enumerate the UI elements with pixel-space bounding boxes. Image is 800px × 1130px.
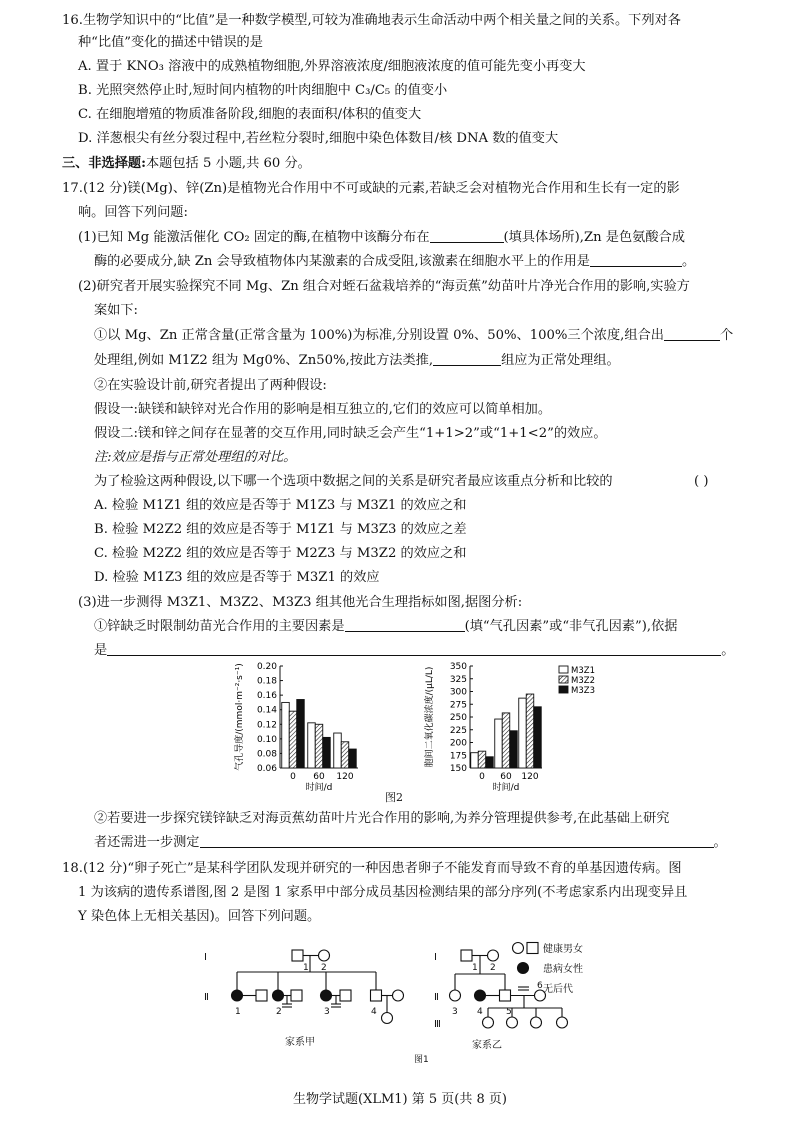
q17-hypothesis-2: 假设二:镁和锌之间存在显著的交互作用,同时缺乏会产生“1+1>2”或“1+1<2”的效应。 <box>94 426 607 441</box>
answer-blank-limiting-factor[interactable] <box>345 618 465 632</box>
right-chart-ytick-label: 300 <box>449 687 467 698</box>
family-a-II3 <box>321 990 332 1001</box>
left-chart-bar-m3z2-120 <box>341 742 349 768</box>
family-b-II5 <box>500 990 511 1001</box>
right-chart-bar-m3z2-0 <box>478 751 486 768</box>
legend-label-m3z1: M3Z1 <box>571 666 595 676</box>
left-chart-ytick-label: 0.06 <box>256 764 277 774</box>
right-chart-ytick-label: 250 <box>449 713 467 723</box>
right-chart-ytick-label: 175 <box>449 751 467 762</box>
family-b-label-I1: 1 <box>472 963 478 973</box>
q17-hypothesis-1: 假设一:缺镁和缺锌对光合作用的影响是相互独立的,它们的效应可以简单相加。 <box>94 402 552 417</box>
family-a-name: 家系甲 <box>285 1037 315 1048</box>
family-b-gen-II: Ⅱ <box>434 992 439 1003</box>
q17-part3-line1: (3)进一步测得 M3Z1、M3Z2、M3Z3 组其他光合生理指标如图,据图分析: <box>78 595 523 610</box>
left-chart-xtick-label: 60 <box>313 772 325 782</box>
right-chart-bar-m3z2-60 <box>502 713 510 768</box>
family-b-III3 <box>531 1017 542 1028</box>
left-chart-bar-m3z3-0 <box>297 700 305 768</box>
family-a-label-II1: 1 <box>235 1007 241 1017</box>
legend-affected-label: 患病女性 <box>543 964 583 975</box>
q16-option-c: C. 在细胞增殖的物质准备阶段,细胞的表面积/体积的值变大 <box>78 107 422 122</box>
q17-part3-line2 <box>94 618 677 636</box>
figure-2-label: 图2 <box>385 791 403 804</box>
right-chart-xtick-label: 120 <box>521 772 539 782</box>
family-b-III4 <box>557 1017 568 1028</box>
family-a-III-child <box>382 1013 393 1024</box>
left-chart-ylabel: 气孔导度/(mmol·m⁻²·s⁻¹) <box>235 663 245 771</box>
family-b-III1 <box>483 1017 494 1028</box>
answer-blank-normal-group[interactable] <box>433 352 501 366</box>
family-a-label-I2: 2 <box>321 963 327 973</box>
q17-p1-text-a: (1)已知 Mg 能激活催化 CO₂ 固定的酶,在植物中该酶分布在 <box>78 230 430 245</box>
q17-part2-line4 <box>94 352 620 370</box>
legend-healthy-label: 健康男女 <box>543 944 583 955</box>
family-b-I1 <box>461 950 472 961</box>
right-chart-ylabel: 胞间二氧化碳浓度/(μL/L) <box>425 666 435 768</box>
family-b-label-II6: 6 <box>537 981 543 991</box>
family-b-label-II4: 4 <box>477 1007 483 1017</box>
q16-stem-line2: 种“比值”变化的描述中错误的是 <box>78 35 263 50</box>
q16-stem-line1: 16.生物学知识中的“比值”是一种数学模型,可较为准确地表示生命活动中两个相关量之间的关系。下列对各 <box>62 13 681 28</box>
q17-part1-line1 <box>78 229 685 247</box>
stomatal-conductance-chart <box>233 662 358 793</box>
q17-p3-text-b2: (填“气孔因素”或“非气孔因素”),依据 <box>464 619 678 634</box>
family-a-II4 <box>371 990 382 1001</box>
family-a-I2 <box>319 950 330 961</box>
answer-blank-enzyme-location[interactable] <box>430 229 504 243</box>
q17-p1-text-b: (填具体场所),Zn 是色氨酸合成 <box>503 230 685 245</box>
legend-swatch-m3z3 <box>559 686 568 693</box>
family-a-II2 <box>273 990 284 1001</box>
q18-stem-line3: Y 染色体上无相关基因)。回答下列问题。 <box>78 909 321 924</box>
right-chart-bar-m3z2-120 <box>526 694 534 768</box>
family-a-II1-spouse <box>256 990 267 1001</box>
family-b-gen-I: Ⅰ <box>434 952 437 963</box>
family-a-gen-I: Ⅰ <box>204 952 207 963</box>
q17-part2-line1: (2)研究者开展实验探究不同 Mg、Zn 组合对蛭石盆栽培养的“海贡蕉”幼苗叶片净光合作用的影响,实验方 <box>78 279 690 294</box>
q17-p3-text-e: 者还需进一步测定 <box>94 835 200 850</box>
family-b-III2 <box>507 1017 518 1028</box>
q17-part3-line3: 是 。 <box>94 643 735 658</box>
answer-blank-group-count[interactable] <box>664 327 720 341</box>
q17-part2-line2: 案如下: <box>94 303 139 318</box>
left-chart-bar-m3z3-60 <box>323 737 331 768</box>
right-chart-ytick-label: 200 <box>449 738 467 749</box>
family-b-II3 <box>450 990 461 1001</box>
family-a-label-II4: 4 <box>371 1007 377 1017</box>
left-chart-bar-m3z2-60 <box>315 724 323 768</box>
legend-label-m3z3: M3Z3 <box>571 686 595 696</box>
page-footer: 生物学试题(XLM1) 第 5 页(共 8 页) <box>293 1092 507 1107</box>
family-a-II1 <box>232 990 243 1001</box>
left-chart-ytick-label: 0.14 <box>256 705 277 716</box>
left-chart-xtick-label: 120 <box>336 772 354 782</box>
answer-paren[interactable]: ( ) <box>694 474 709 489</box>
q16-option-d: D. 洋葱根尖有丝分裂过程中,若丝粒分裂时,细胞中染色体数目/核 DNA 数的值变大 <box>78 131 559 146</box>
left-chart-bar-m3z1-0 <box>282 702 290 768</box>
family-b-I2 <box>488 950 499 961</box>
legend-no-offspring-label: 无后代 <box>543 984 573 995</box>
answer-blank-hormone-function[interactable] <box>590 253 682 267</box>
answer-blank-reason[interactable] <box>107 642 721 656</box>
q17-part3-line4: ②若要进一步探究镁锌缺乏对海贡蕉幼苗叶片光合作用的影响,为养分管理提供参考,在此基础上研究 <box>94 811 670 826</box>
right-chart-xtick-label: 60 <box>500 772 512 782</box>
left-chart-bar-m3z3-120 <box>349 749 357 768</box>
legend-swatch-m3z2 <box>559 676 568 683</box>
q17-p3-text-c: 是 <box>94 643 108 658</box>
family-b-label-II5: 5 <box>506 1007 512 1017</box>
q17-p2-text-c2: 个 <box>719 328 734 343</box>
left-chart-ytick-label: 0.16 <box>256 691 277 702</box>
section-heading <box>62 155 311 173</box>
left-chart-bar-m3z1-60 <box>308 723 316 768</box>
family-b-II4 <box>475 990 486 1001</box>
legend-healthy-male-symbol <box>527 943 538 954</box>
q17-p2-text-d1: 处理组,例如 M1Z2 组为 Mg0%、Zn50%,按此方法类推, <box>94 353 434 368</box>
q17-option-d: D. 检验 M1Z3 组的效应是否等于 M3Z1 的效应 <box>94 570 380 585</box>
family-a-label-II2: 2 <box>276 1007 282 1017</box>
legend-label-m3z2: M3Z2 <box>571 676 595 686</box>
right-chart-xlabel: 时间/d <box>492 783 520 793</box>
figure-1-label: 图1 <box>414 1055 429 1065</box>
right-chart-ytick-label: 150 <box>449 764 467 774</box>
left-chart-bar-m3z2-0 <box>289 711 297 768</box>
family-a-I1 <box>292 950 303 961</box>
family-a-II3-spouse <box>340 990 351 1001</box>
right-chart-ytick-label: 275 <box>449 700 467 711</box>
intercellular-co2-chart <box>423 662 542 793</box>
q18-stem-line1: 18.(12 分)“卵子死亡”是某科学团队发现并研究的一种因患者卵子不能发育而导致不育的单基因遗传病。图 <box>62 861 682 876</box>
left-chart-xtick-label: 0 <box>290 772 296 782</box>
left-chart-ytick-label: 0.12 <box>256 720 277 731</box>
q17-part2-line3 <box>94 327 733 345</box>
left-chart-xlabel: 时间/d <box>305 783 333 793</box>
figure-2-charts <box>222 656 602 802</box>
q17-choice-stem <box>94 473 613 491</box>
q17-part3-line5: 者还需进一步测定 。 <box>94 835 727 850</box>
right-chart-bar-m3z1-0 <box>471 753 479 768</box>
q17-part1-line2: 酶的必要成分,缺 Zn 会导致植物体内某激素的合成受阻,该激素在细胞水平上的作用是 。 <box>94 254 696 269</box>
family-b-label-II3: 3 <box>452 1007 458 1017</box>
section-desc: 本题包括 5 小题,共 60 分。 <box>146 156 311 171</box>
q17-note: 注:效应是指与正常处理组的对比。 <box>94 450 297 465</box>
right-chart-bar-m3z1-120 <box>519 698 527 768</box>
right-chart-ytick-label: 225 <box>449 725 467 736</box>
left-chart-ytick-label: 0.08 <box>256 749 277 760</box>
q17-p2-text-c1: ①以 Mg、Zn 正常含量(正常含量为 100%)为标准,分别设置 0%、50%、100%三个浓度,组合出 <box>94 328 664 343</box>
answer-blank-further-measure[interactable] <box>200 834 714 848</box>
family-a-II2-spouse <box>291 990 302 1001</box>
legend-swatch-m3z1 <box>559 666 568 673</box>
q17-option-b: B. 检验 M2Z2 组的效应是否等于 M1Z1 与 M3Z3 的效应之差 <box>94 522 467 537</box>
q16-option-a: A. 置于 KNO₃ 溶液中的成熟植物细胞,外界溶液浓度/细胞液浓度的值可能先变小再变大 <box>78 59 586 74</box>
left-chart-ytick-label: 0.18 <box>256 676 277 687</box>
right-chart-ytick-label: 350 <box>449 662 467 672</box>
chart-legend <box>559 666 595 696</box>
section-title: 三、非选择题: <box>62 156 146 171</box>
legend-affected-female-symbol <box>518 963 529 974</box>
q18-stem-line2: 1 为该病的遗传系谱图,图 2 是图 1 家系甲中部分成员基因检测结果的部分序列(不考虑家系内出现变异且 <box>78 885 688 900</box>
q17-option-c: C. 检验 M2Z2 组的效应是否等于 M2Z3 与 M3Z2 的效应之和 <box>94 546 467 561</box>
q17-p2-text-d2: 组应为正常处理组。 <box>501 353 620 368</box>
family-b-label-I2: 2 <box>490 963 496 973</box>
q17-part2-line5: ②在实验设计前,研究者提出了两种假设: <box>94 378 327 393</box>
right-chart-bar-m3z3-120 <box>534 707 542 768</box>
family-b-name: 家系乙 <box>472 1040 502 1051</box>
right-chart-bar-m3z1-60 <box>495 719 503 768</box>
family-a-gen-II: Ⅱ <box>204 992 209 1003</box>
left-chart-bar-m3z1-120 <box>334 733 342 768</box>
right-chart-ytick-label: 325 <box>449 674 467 685</box>
q17-stem-line2: 响。回答下列问题: <box>78 205 188 220</box>
left-chart-ytick-label: 0.20 <box>256 662 277 672</box>
q17-stem-line1: 17.(12 分)镁(Mg)、锌(Zn)是植物光合作用中不可或缺的元素,若缺乏会对植物光合作用和生长有一定的影 <box>62 181 680 196</box>
left-chart-ytick-label: 0.10 <box>256 734 277 745</box>
q17-option-a: A. 检验 M1Z1 组的效应是否等于 M1Z3 与 M3Z1 的效应之和 <box>94 498 467 513</box>
q16-option-b: B. 光照突然停止时,短时间内植物的叶肉细胞中 C₃/C₅ 的值变小 <box>78 83 448 98</box>
q17-p1-text-c: 酶的必要成分,缺 Zn 会导致植物体内某激素的合成受阻,该激素在细胞水平上的作用是 <box>94 254 590 269</box>
q17-p3-text-b1: ①锌缺乏时限制幼苗光合作用的主要因素是 <box>94 619 345 634</box>
right-chart-xtick-label: 0 <box>479 772 485 782</box>
family-a-label-I1: 1 <box>303 963 309 973</box>
family-a-label-II3: 3 <box>324 1007 330 1017</box>
q17-choice-stem-text: 为了检验这两种假设,以下哪一个选项中数据之间的关系是研究者最应该重点分析和比较的 <box>94 474 613 489</box>
right-chart-bar-m3z3-0 <box>486 757 494 768</box>
figure-1-pedigree <box>190 938 630 1068</box>
legend-healthy-female-symbol <box>513 943 524 954</box>
family-b-gen-III: Ⅲ <box>434 1019 441 1030</box>
family-a-II4-spouse <box>393 990 404 1001</box>
right-chart-bar-m3z3-60 <box>510 731 518 768</box>
